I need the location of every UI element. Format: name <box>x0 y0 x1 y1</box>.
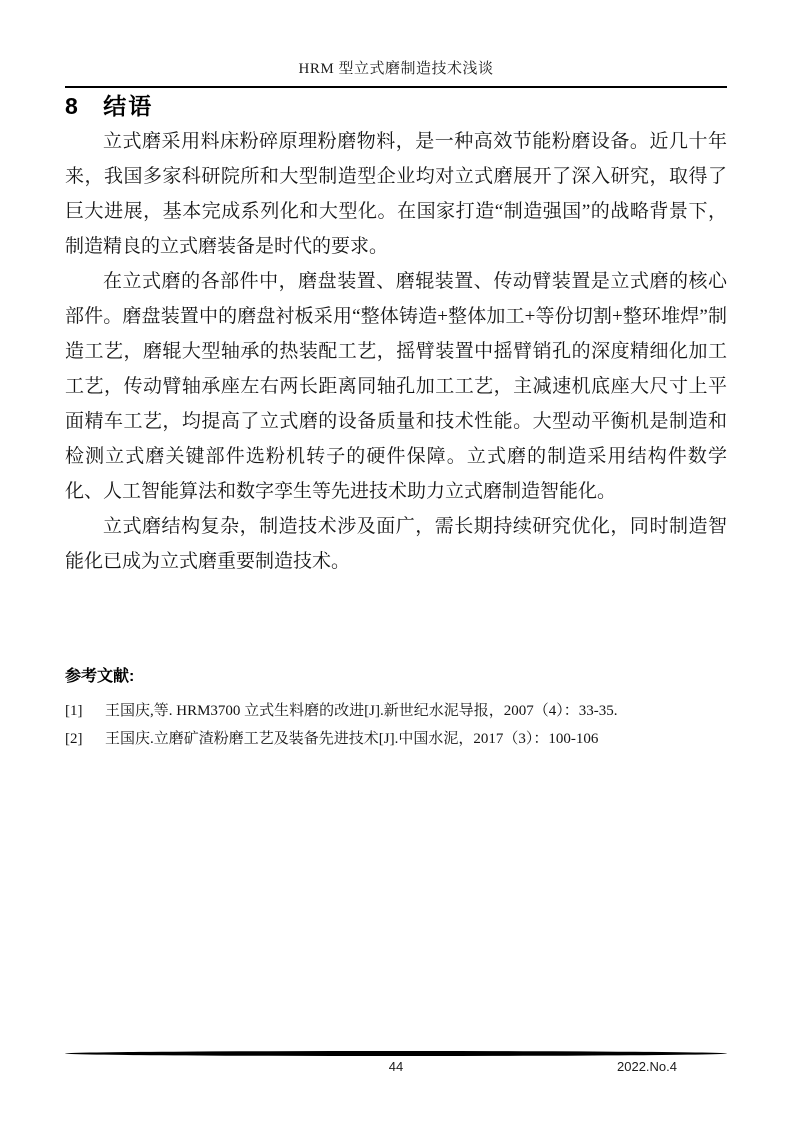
reference-text: 王国庆.立磨矿渣粉磨工艺及装备先进技术[J].中国水泥，2017（3）：100-106 <box>105 731 599 747</box>
references-list <box>65 697 727 753</box>
reference-label: [2] <box>65 731 83 747</box>
body-text <box>65 124 727 579</box>
running-head-title: HRM 型立式磨制造技术浅谈 <box>298 61 494 77</box>
reference-text: 王国庆,等. HRM3700 立式生料磨的改进[J].新世纪水泥导报，2007（4）：33-35. <box>105 703 618 719</box>
references-section <box>65 666 727 753</box>
paragraph-2: 在立式磨的各部件中，磨盘装置、磨辊装置、传动臂装置是立式磨的核心部件。磨盘装置中的磨盘衬板采用“整体铸造+整体加工+等份切割+整环堆焊”制造工艺，磨辊大型轴承的热装配工艺，摇臂装置中摇臂销孔的深度精细化加工工艺，传动臂轴承座左右两长距离同轴孔加工工艺，主减速机底座大尺寸上平面精车工艺，均提高了立式磨的设备质量和技术性能。大型动平衡机是制造和检测立式磨关键部件选粉机转子的硬件保障。立式磨的制造采用结构件数学化、人工智能算法和数字孪生等先进技术助力立式磨制造智能化。 <box>65 271 727 502</box>
reference-item <box>65 697 727 725</box>
references-heading: 参考文献: <box>65 668 135 685</box>
page-number: 44 <box>388 1059 404 1074</box>
reference-item <box>65 725 727 753</box>
header-rule <box>65 86 727 88</box>
section-heading <box>65 92 153 120</box>
issue-label: 2022.No.4 <box>617 1059 677 1074</box>
section-number: 8 <box>65 93 78 119</box>
footer-rule <box>65 1051 727 1056</box>
paragraph-1: 立式磨采用料床粉碎原理粉磨物料，是一种高效节能粉磨设备。近几十年来，我国多家科研院所和大型制造型企业均对立式磨展开了深入研究，取得了巨大进展，基本完成系列化和大型化。在国家打造“制造强国”的战略背景下，制造精良的立式磨装备是时代的要求。 <box>65 131 727 257</box>
paragraph-3: 立式磨结构复杂，制造技术涉及面广，需长期持续研究优化，同时制造智能化已成为立式磨重要制造技术。 <box>65 516 727 572</box>
section-title: 结语 <box>103 93 154 119</box>
reference-label: [1] <box>65 703 83 719</box>
